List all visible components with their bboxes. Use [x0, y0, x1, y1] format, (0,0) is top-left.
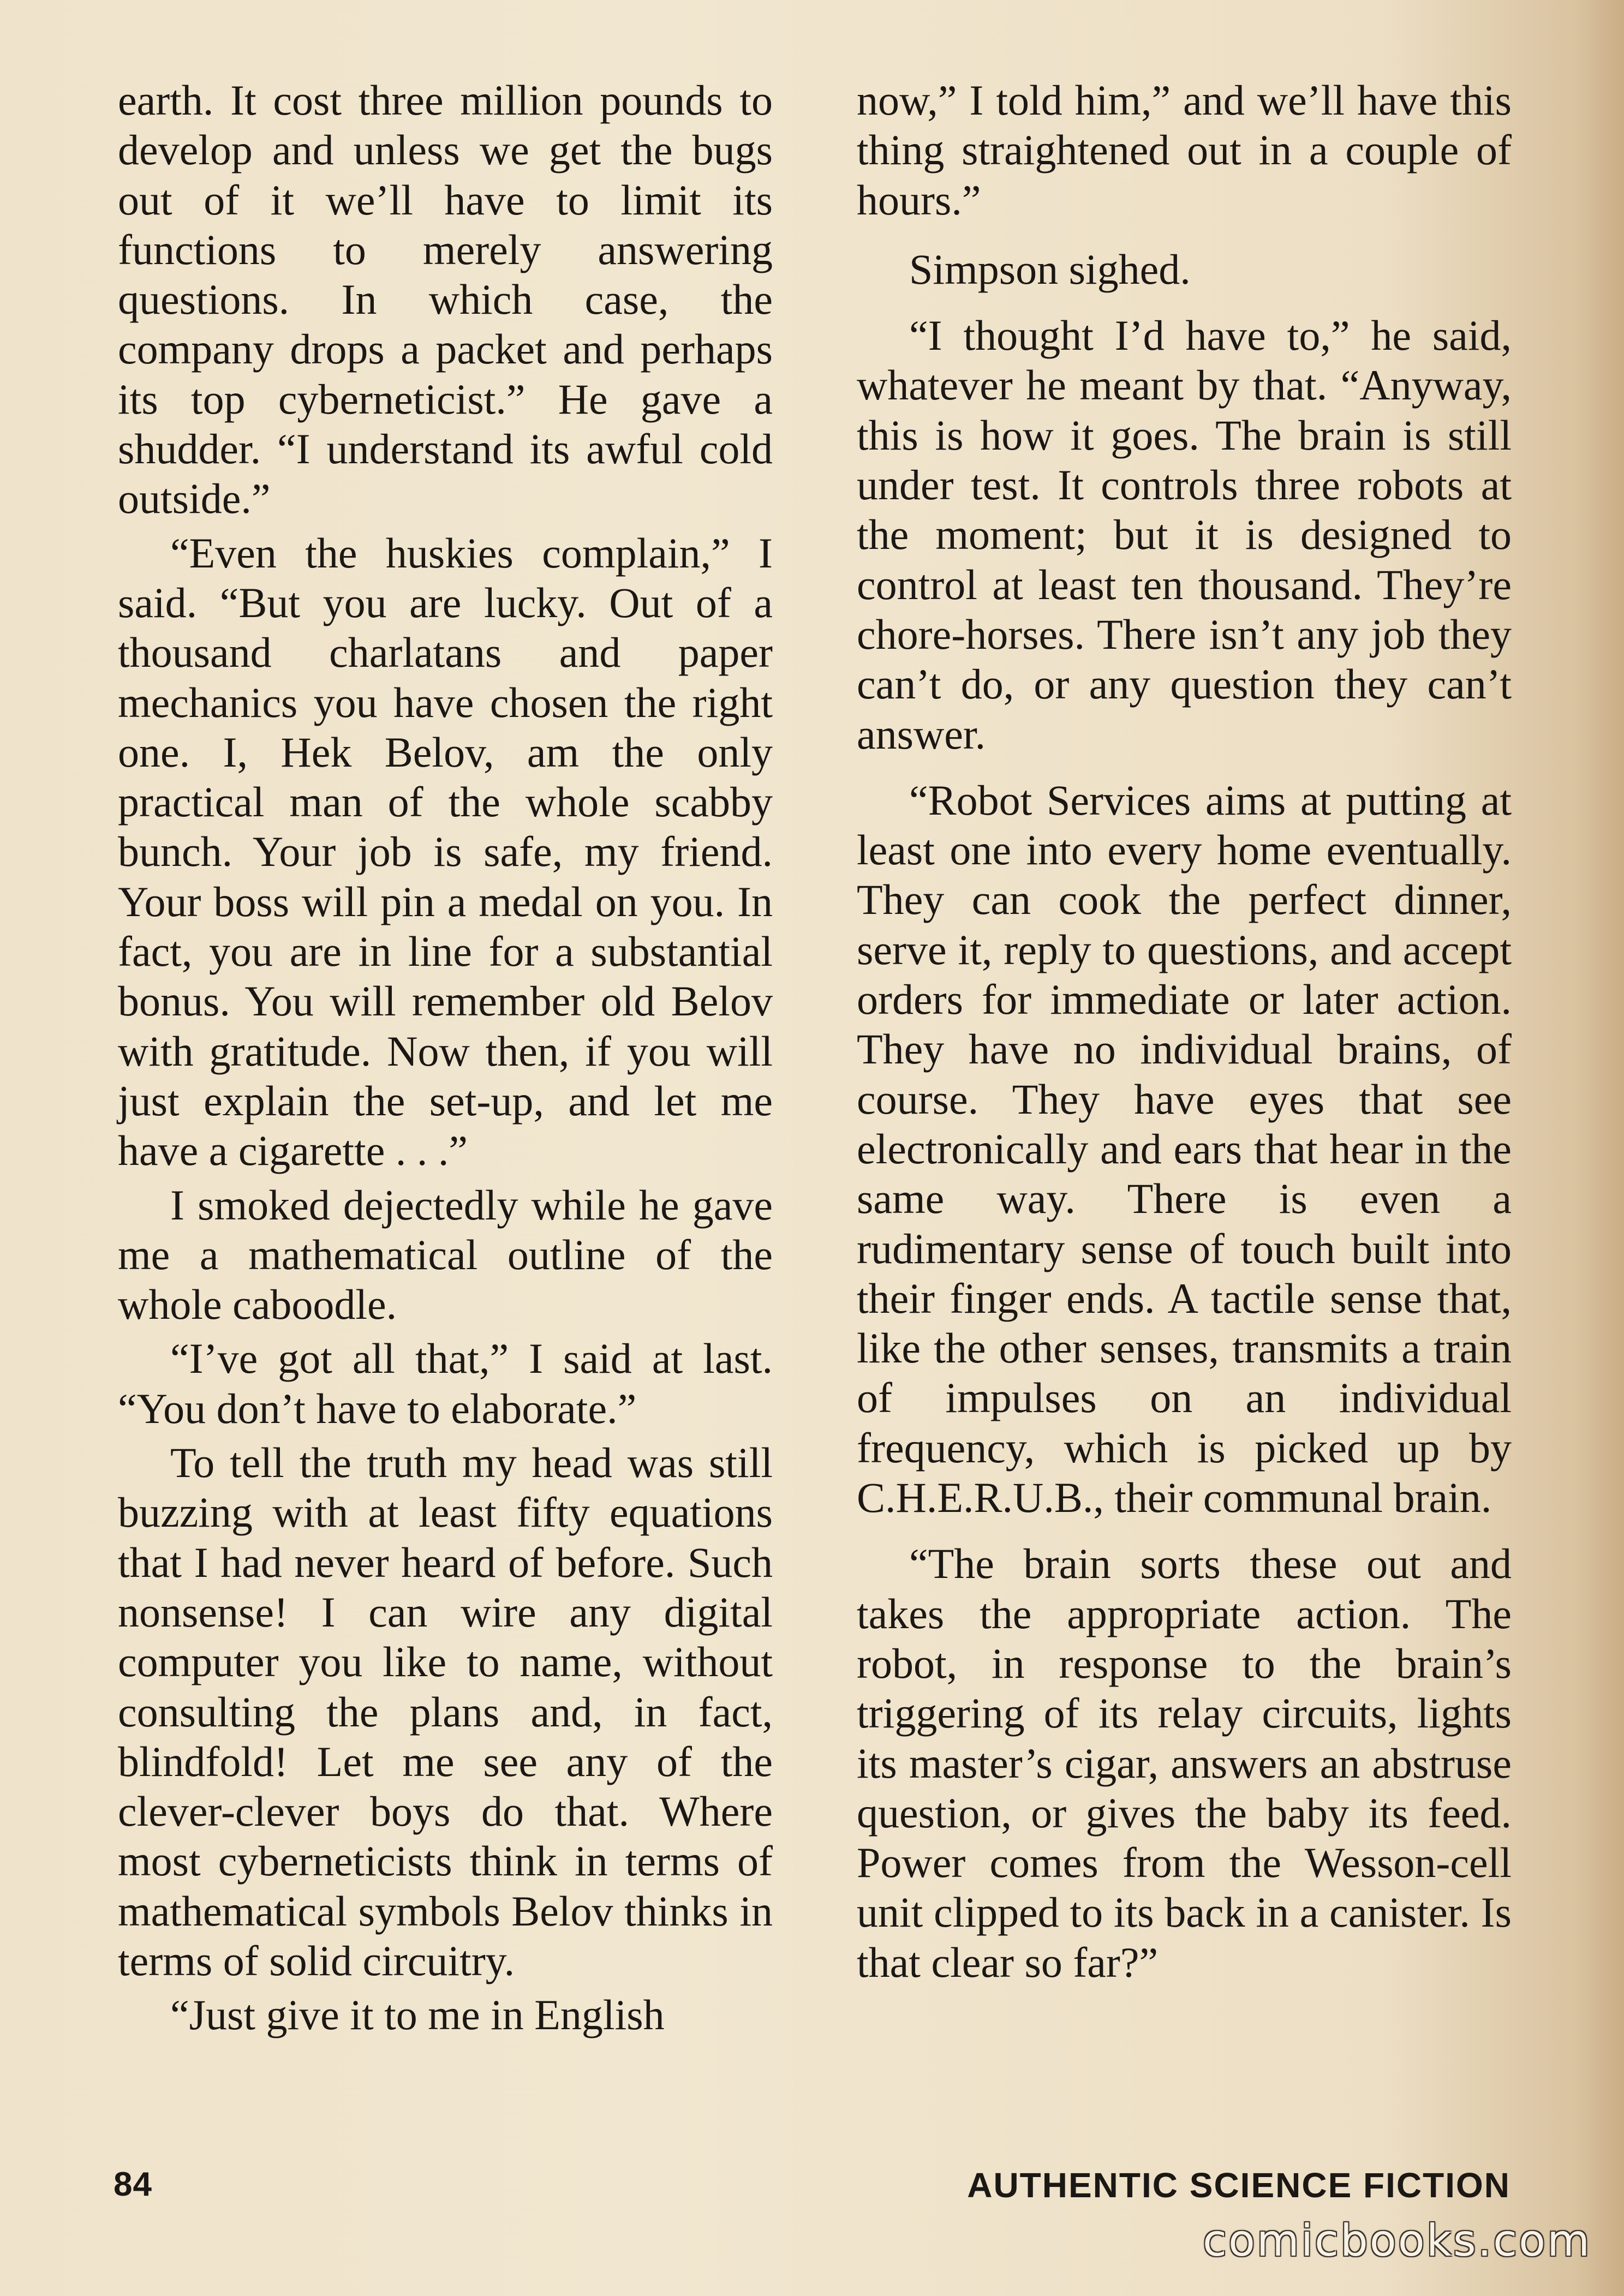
paragraph: now,” I told him,” and we’ll have this thing straightened out in a couple of hours.” [857, 76, 1512, 224]
paragraph: I smoked dejectedly while he gave me a mathematical outline of the whole caboodle. [118, 1181, 773, 1329]
paragraph: Simpson sighed. [909, 245, 1191, 293]
paragraph: “Even the huskies complain,” I said. “But you are lucky. Out of a thousand charlatans and paper mechanics you have chosen the right one. I, Hek Belov, am the only practical man of the whole scabby bunch. Your job is safe, my friend. Your boss will pin a medal on you. In fact, you are in line for a substantial bonus. You will remember old Belov with gratitude. Now then, if you will just explain the set-up, and let me have a cigarette . . .” [118, 529, 773, 1175]
paragraph: “I’ve got all that,” I said at last. “You don’t have to elaborate.” [118, 1335, 773, 1432]
paragraph: “Just give it to me in English [170, 1991, 665, 2039]
paragraph: To tell the truth my head was still buzzing with at least fifty equations that I had never heard of before. Such nonsense! I can wire any digital computer you like to name, without consulting the plans and, in fact, blindfold! Let me see any of the clever-clever boys do that. Where most cyberneticists think in terms of mathematical symbols Belov thinks in terms of solid circuitry. [118, 1439, 773, 1984]
paragraph: “I thought I’d have to,” he said, whatever he meant by that. “Anyway, this is how it goes. The brain is still under test. It controls three robots at the moment; but it is designed to control at least ten thousand. They’re chore-horses. There isn’t any job they can’t do, or any question they can’t answer. [857, 312, 1512, 758]
right-text-column [857, 75, 1512, 1987]
page-number: 84 [114, 2166, 152, 2203]
paragraph: “The brain sorts these out and takes the appropriate action. The robot, in response to the brain’s triggering of its relay circuits, lights its master’s cigar, answers an abstruse question, or gives the baby its feed. Power comes from the Wesson-cell unit clipped to its back in a canister. Is that clear so far?” [857, 1540, 1512, 1986]
watermark: comicbooks.com [1202, 2215, 1591, 2266]
paragraph: earth. It cost three million pounds to develop and unless we get the bugs out of it we’ll have to limit its functions to merely answering questions. In which case, the company drops a packet and perhaps its top cyberneticist.” He gave a shudder. “I understand its awful cold outside.” [118, 76, 773, 523]
left-text-column [118, 75, 773, 2040]
paragraph: “Robot Services aims at putting at least one into every home eventually. They can cook the perfect dinner, serve it, reply to questions, and accept orders for immediate or later action. They have no individual brains, of course. They have eyes that see electronically and ears that hear in the same way. There is even a rudimentary sense of touch built into their finger ends. A tactile sense that, like the other senses, transmits a train of impulses on an individual frequency, which is picked up by C.H.E.R.U.B., their communal brain. [857, 776, 1512, 1522]
magazine-title: AUTHENTIC SCIENCE FICTION [967, 2166, 1510, 2205]
